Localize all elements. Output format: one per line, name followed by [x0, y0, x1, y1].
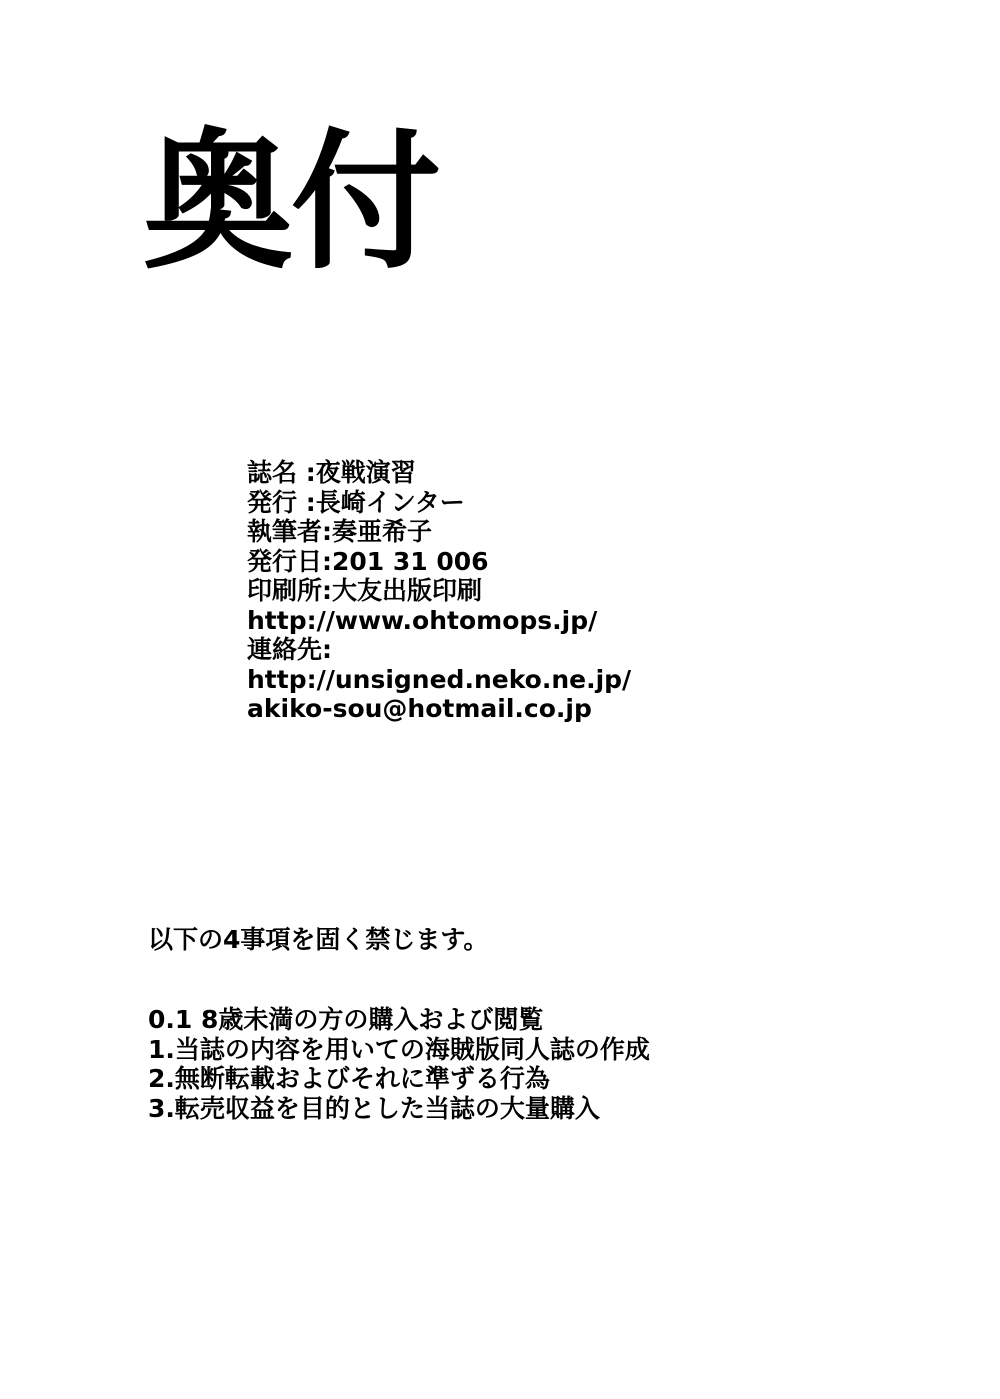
imprint-line-author: 執筆者:奏亜希子 [247, 517, 432, 546]
imprint-block [247, 458, 631, 724]
rules-item-1: 1.当誌の内容を用いての海賊版同人誌の作成 [148, 1034, 650, 1064]
imprint-line-contact-url[interactable]: http://unsigned.neko.ne.jp/ [247, 664, 632, 694]
imprint-line-printer: 印刷所:大友出版印刷 [247, 576, 482, 605]
imprint-line-date: 発行日:201 31 006 [247, 546, 489, 576]
rules-item-3: 3.転売収益を目的とした当誌の大量購入 [148, 1093, 600, 1123]
rules-list [148, 1005, 650, 1123]
page-title: 奥付 [143, 116, 440, 290]
rules-heading: 以下の4事項を固く禁じます。 [148, 925, 489, 954]
imprint-line-publisher: 発行 :長崎インター [247, 487, 465, 517]
imprint-line-contact-label: 連絡先: [247, 635, 332, 664]
rules-item-2: 2.無断転載およびそれに準ずる行為 [148, 1064, 550, 1093]
imprint-line-printer-url[interactable]: http://www.ohtomops.jp/ [247, 605, 598, 635]
imprint-line-title: 誌名 :夜戦演習 [247, 458, 416, 487]
imprint-line-contact-email[interactable]: akiko-sou@hotmail.co.jp [247, 694, 592, 723]
rules-item-0: 0.1 8歳未満の方の購入および閲覧 [148, 1005, 544, 1034]
